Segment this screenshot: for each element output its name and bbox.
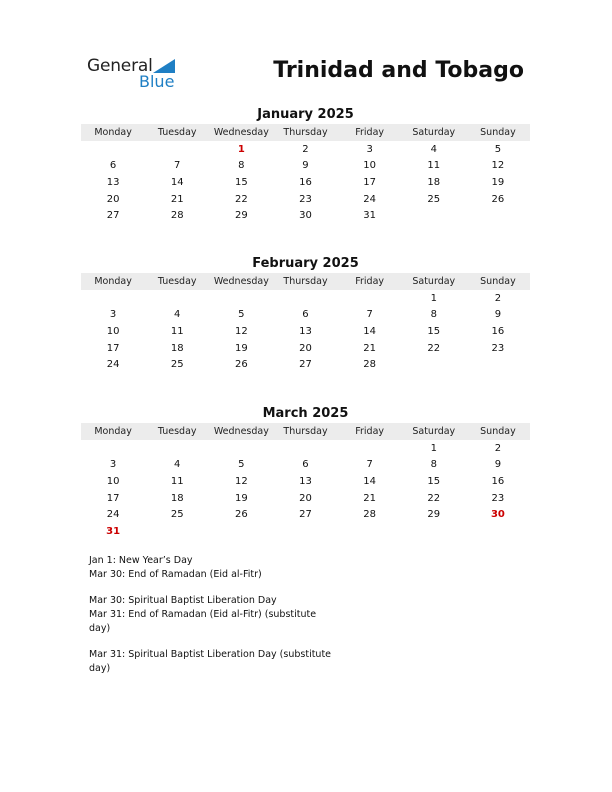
week-row <box>81 191 530 208</box>
day-cell: 4 <box>174 309 181 321</box>
day-cell: 23 <box>491 342 505 354</box>
day-cell: 6 <box>109 160 117 172</box>
weekday-label: Wednesday <box>213 127 269 138</box>
day-cell: 17 <box>363 176 376 188</box>
logo-blue-text: Blue <box>139 72 175 91</box>
day-cell: 28 <box>363 359 376 371</box>
day-cell: 9 <box>302 160 309 172</box>
day-cell: 28 <box>170 210 184 222</box>
day-cell: 18 <box>170 492 184 504</box>
weekday-label: Wednesday <box>213 426 269 437</box>
day-cell: 14 <box>170 176 184 188</box>
week-row <box>81 290 530 307</box>
weekday-header <box>81 124 530 141</box>
month-title: January 2025 <box>257 107 354 122</box>
week-row <box>81 523 530 540</box>
month-march <box>81 405 530 540</box>
holiday-note: Mar 31: Spiritual Baptist Liberation Day (substitute day) <box>89 649 332 674</box>
day-cell: 5 <box>238 459 245 471</box>
day-cell: 14 <box>363 475 376 487</box>
weekday-header <box>81 273 530 290</box>
day-cell: 29 <box>234 210 248 222</box>
week-row <box>81 457 530 474</box>
day-cell: 16 <box>491 475 505 487</box>
day-cell: 26 <box>491 193 505 205</box>
day-cell: 3 <box>366 143 373 155</box>
weekday-label: Tuesday <box>157 276 197 287</box>
weekday-label: Saturday <box>412 127 456 138</box>
day-cell: 27 <box>299 509 312 521</box>
day-cell: 15 <box>427 325 441 337</box>
note-group <box>89 594 339 636</box>
holiday-note: Mar 30: End of Ramadan (Eid al-Fitr) <box>89 569 262 580</box>
day-cell: 7 <box>366 309 373 321</box>
day-cell: 7 <box>366 459 373 471</box>
note-group <box>89 554 339 582</box>
holiday-notes <box>89 554 339 688</box>
day-cell: 8 <box>430 309 437 321</box>
day-cell: 25 <box>170 509 184 521</box>
weekday-label: Monday <box>94 426 132 437</box>
day-cell: 17 <box>106 492 120 504</box>
day-cell: 7 <box>174 160 181 172</box>
weekday-label: Thursday <box>283 127 328 138</box>
holiday-note: Jan 1: New Year’s Day <box>89 555 193 566</box>
day-cell: 23 <box>299 193 312 205</box>
week-row <box>81 307 530 324</box>
day-cell: 28 <box>363 509 376 521</box>
weekday-label: Sunday <box>480 276 516 287</box>
weekday-header <box>81 423 530 440</box>
day-cell: 19 <box>491 176 505 188</box>
week-row <box>81 174 530 191</box>
day-cell: 31 <box>363 210 376 222</box>
day-cell: 26 <box>234 359 248 371</box>
day-cell: 13 <box>106 176 120 188</box>
day-cell: 14 <box>363 325 376 337</box>
day-cell: 25 <box>427 193 441 205</box>
day-cell: 18 <box>427 176 441 188</box>
holiday-note: Mar 30: Spiritual Baptist Liberation Day <box>89 595 277 606</box>
week-row <box>81 356 530 373</box>
day-cell: 20 <box>299 342 312 354</box>
day-cell: 1 <box>430 292 437 304</box>
weekday-label: Thursday <box>283 276 328 287</box>
day-cell: 25 <box>170 359 184 371</box>
weekday-label: Saturday <box>412 276 456 287</box>
day-cell: 10 <box>106 475 120 487</box>
day-cell: 30 <box>490 509 505 521</box>
day-cell: 24 <box>106 509 120 521</box>
day-cell: 9 <box>494 309 502 321</box>
day-cell: 17 <box>106 342 120 354</box>
country-title: Trinidad and Tobago <box>273 58 524 83</box>
day-cell: 15 <box>234 176 248 188</box>
day-cell: 6 <box>302 309 309 321</box>
weekday-label: Friday <box>355 426 385 437</box>
day-cell: 21 <box>363 342 376 354</box>
day-cell: 2 <box>494 442 502 454</box>
day-cell: 21 <box>170 193 184 205</box>
weekday-label: Monday <box>94 127 132 138</box>
weekday-label: Sunday <box>480 127 516 138</box>
weekday-label: Thursday <box>283 426 328 437</box>
day-cell: 19 <box>234 492 248 504</box>
logo <box>87 56 187 92</box>
note-group <box>89 648 339 676</box>
week-row <box>81 506 530 523</box>
month-january <box>81 106 530 224</box>
day-cell: 31 <box>106 525 121 537</box>
day-cell: 10 <box>106 325 120 337</box>
day-cell: 11 <box>427 160 441 172</box>
holiday-note: Mar 31: End of Ramadan (Eid al-Fitr) (substitute day) <box>89 609 317 634</box>
logo-triangle-icon <box>153 59 175 73</box>
day-cell: 15 <box>427 475 441 487</box>
month-title: March 2025 <box>262 406 349 421</box>
day-cell: 12 <box>234 325 248 337</box>
day-cell: 4 <box>430 143 437 155</box>
day-cell: 12 <box>234 475 248 487</box>
weekday-label: Sunday <box>480 426 516 437</box>
day-cell: 11 <box>170 475 184 487</box>
day-cell: 23 <box>491 492 505 504</box>
day-cell: 19 <box>234 342 248 354</box>
weekday-label: Friday <box>355 127 385 138</box>
weekday-label: Monday <box>94 276 132 287</box>
day-cell: 22 <box>427 342 441 354</box>
day-cell: 13 <box>299 325 312 337</box>
day-cell: 18 <box>170 342 184 354</box>
day-cell: 22 <box>234 193 248 205</box>
day-cell: 8 <box>430 459 437 471</box>
day-cell: 2 <box>302 143 309 155</box>
day-cell: 5 <box>494 143 502 155</box>
day-cell: 30 <box>299 210 312 222</box>
day-cell: 26 <box>234 509 248 521</box>
month-title: February 2025 <box>252 256 359 271</box>
week-row <box>81 490 530 507</box>
day-cell: 9 <box>494 459 502 471</box>
day-cell: 8 <box>238 160 245 172</box>
day-cell: 21 <box>363 492 376 504</box>
day-cell: 10 <box>363 160 376 172</box>
day-cell: 13 <box>299 475 312 487</box>
week-row <box>81 440 530 457</box>
day-cell: 1 <box>237 143 245 155</box>
day-cell: 20 <box>106 193 120 205</box>
weekday-label: Saturday <box>412 426 456 437</box>
day-cell: 27 <box>106 210 120 222</box>
day-cell: 11 <box>170 325 184 337</box>
day-cell: 16 <box>491 325 505 337</box>
weekday-label: Wednesday <box>213 276 269 287</box>
day-cell: 27 <box>299 359 312 371</box>
day-cell: 4 <box>174 459 181 471</box>
day-cell: 3 <box>109 309 117 321</box>
logo-general-text: General <box>87 56 153 76</box>
day-cell: 16 <box>299 176 312 188</box>
week-row <box>81 323 530 340</box>
week-row <box>81 473 530 490</box>
week-row <box>81 141 530 158</box>
month-february <box>81 255 530 373</box>
day-cell: 29 <box>427 509 441 521</box>
day-cell: 24 <box>106 359 120 371</box>
day-cell: 5 <box>238 309 245 321</box>
day-cell: 22 <box>427 492 441 504</box>
day-cell: 24 <box>363 193 376 205</box>
day-cell: 2 <box>494 292 502 304</box>
weekday-label: Tuesday <box>157 426 197 437</box>
week-row <box>81 158 530 175</box>
day-cell: 6 <box>302 459 309 471</box>
weekday-label: Friday <box>355 276 385 287</box>
day-cell: 20 <box>299 492 312 504</box>
weekday-label: Tuesday <box>157 127 197 138</box>
day-cell: 3 <box>109 459 117 471</box>
day-cell: 12 <box>491 160 505 172</box>
week-row <box>81 207 530 224</box>
day-cell: 1 <box>430 442 437 454</box>
week-row <box>81 340 530 357</box>
